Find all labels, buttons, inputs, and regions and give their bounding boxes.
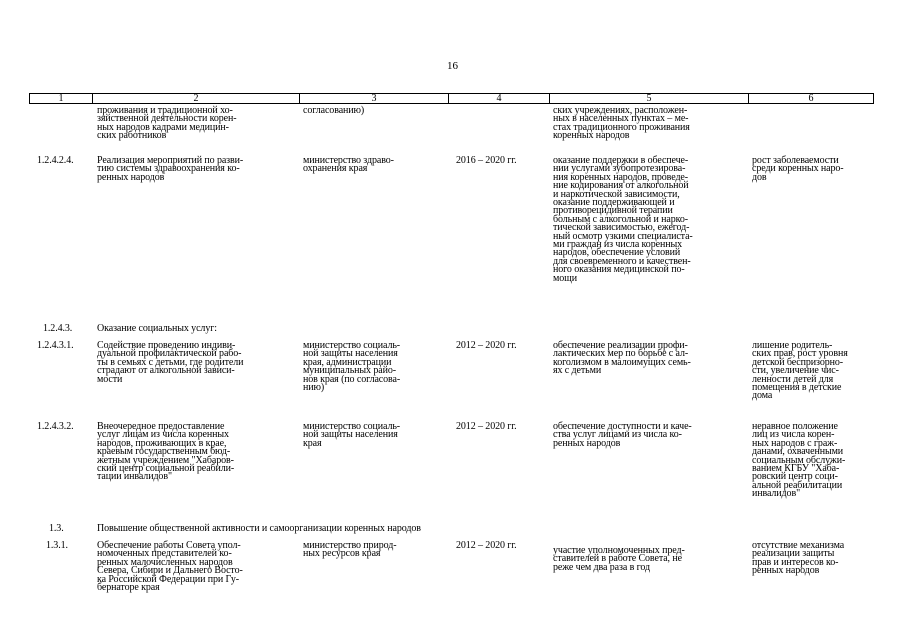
- column-header-5: 5: [646, 93, 652, 104]
- column-header-row: [29, 93, 874, 104]
- row-risk: отсутствие механизма реализации защиты прав и интересов ко- ренных народов: [752, 540, 845, 577]
- row-result: оказание поддержки в обеспече- нии услугами зубопротезирова- ния коренных народов, проведе- ние кодирования от алкогольной и наркотической зависимости, оказание поддерживающей и противорецидивной терапии больным с алкогольной и нарко- тической зависимостью, ежегод- ный осмотр узкими специалиста- ми граждан из числа коренных народов, обеспечение условий для своевременного и качествен- ного оказания медицинской по- мощи: [553, 155, 693, 284]
- row-number: 1.2.4.3.: [43, 323, 73, 334]
- row-activity: Реализация мероприятий по разви- тию системы здравоохранения ко- ренных народов: [97, 155, 244, 183]
- row-result: участие уполномоченных пред- ставителей в работе Совета, не реже чем два раза в год: [553, 545, 685, 573]
- row-executor: министерство здраво- охранения края: [303, 155, 394, 175]
- column-header-3: 3: [371, 93, 377, 104]
- column-header-2: 2: [193, 93, 199, 104]
- row-risk: неравное положение лиц из числа корен- ных народов с граж- данами, охваченными социальным обслужи- ванием КГБУ "Хаба- ровский центр соци- альной реабилитации инвалидов": [752, 421, 846, 500]
- row-number: 1.2.4.2.4.: [37, 155, 74, 166]
- page-number: 16: [447, 60, 458, 72]
- row-result: обеспечение доступности и каче- ства услуг лицами из числа ко- ренных народов: [553, 421, 692, 449]
- row-section-heading: Повышение общественной активности и самоорганизации коренных народов: [97, 523, 421, 534]
- row-number: 1.3.1.: [46, 540, 68, 551]
- continued-result-text: ских учреждениях, расположен- ных в населенных пунктах – ме- стах традиционного проживания коренных народов: [553, 105, 690, 142]
- row-executor: министерство природ- ных ресурсов края: [303, 540, 397, 560]
- row-period: 2012 – 2020 гг.: [456, 540, 517, 551]
- row-period: 2012 – 2020 гг.: [456, 340, 517, 351]
- column-header-1: 1: [58, 93, 64, 104]
- row-number: 1.2.4.3.1.: [37, 340, 74, 351]
- row-number: 1.2.4.3.2.: [37, 421, 74, 432]
- row-period: 2016 – 2020 гг.: [456, 155, 517, 166]
- row-activity: Содействие проведению индиви- дуальной профилактической рабо- ты в семьях с детьми, где родители страдают от алкогольной зависи- мости: [97, 340, 244, 385]
- row-result: обеспечение реализации профи- лактических мер по борьбе с ал- коголизмом в малоимущих семь- ях с детьми: [553, 340, 691, 377]
- row-period: 2012 – 2020 гг.: [456, 421, 517, 432]
- row-executor: министерство социаль- ной защиты населения края, администрации муниципальных райо- нов края (по согласова- нию): [303, 340, 401, 394]
- continued-executor-text: согласованию): [303, 105, 365, 116]
- row-activity: Обеспечение работы Совета упол- номоченных представителей ко- ренных малочисленных народов Севера, Сибири и Дальнего Восто- ка Российской Федерации при Гу- бернаторе края: [97, 540, 243, 594]
- column-header-4: 4: [496, 93, 502, 104]
- row-risk: лишение родитель- ских прав, рост уровня детской беспризорно- сти, увеличение чис- ленности детей для помещения в детские дома: [752, 340, 848, 402]
- row-executor: министерство социаль- ной защиты населения края: [303, 421, 401, 449]
- continued-activity-text: проживания и традиционной хо- зяйственной деятельности корен- ных народов кадрами медицин- ских работников: [97, 105, 237, 142]
- row-section-heading: Оказание социальных услуг:: [97, 323, 217, 334]
- column-header-6: 6: [808, 93, 814, 104]
- row-number: 1.3.: [49, 523, 64, 534]
- row-activity: Внеочередное предоставление услуг лицам из числа коренных народов, проживающих в крае, краевым государственным бюд- жетным учреждением "Хабаров- ский центр социальной реабили- тации инвалидов": [97, 421, 235, 483]
- row-risk: рост заболеваемости среди коренных наро- дов: [752, 155, 844, 183]
